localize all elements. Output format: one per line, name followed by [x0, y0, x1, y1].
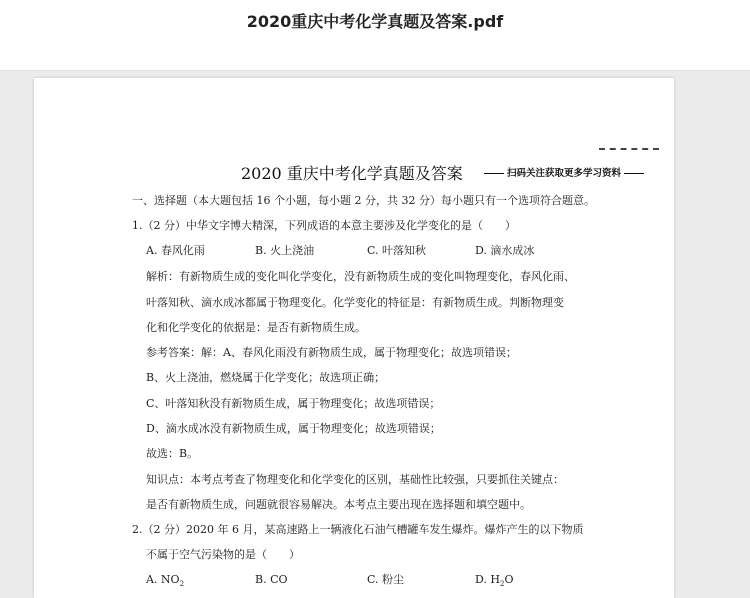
q1-knowledge-line: 是否有新物质生成，问题就很容易解决。本考点主要出现在选择题和填空题中。	[146, 498, 531, 511]
q1-analysis-line: 化和化学变化的依据是：是否有新物质生成。	[146, 321, 366, 334]
question-2-stem: 2.（2 分）2020 年 6 月，某高速路上一辆液化石油气槽罐车发生爆炸。爆炸产生的以下物质	[132, 523, 584, 536]
pdf-page	[34, 78, 674, 598]
q1-answer-line: B、火上浇油，燃烧属于化学变化；故选项正确；	[146, 371, 386, 384]
q2-option-d-suffix: O	[504, 573, 514, 586]
question-1-stem: 1.（2 分）中华文字博大精深，下列成语的本意主要涉及化学变化的是（ ）	[132, 219, 516, 232]
q2-option-a	[146, 573, 184, 591]
q1-knowledge-line: 知识点：本考点考查了物理变化和化学变化的区别，基础性比较强，只要抓住关键点：	[146, 473, 564, 486]
q2-option-c: C. 粉尘	[367, 573, 405, 586]
q2-option-a-text: A. NO	[146, 573, 180, 586]
q1-answer-line: 参考答案：解：A、春风化雨没有新物质生成，属于物理变化；故选项错误；	[146, 346, 517, 359]
q1-analysis-line: 叶落知秋、滴水成冰都属于物理变化。化学变化的特征是：有新物质生成。判断物理变	[146, 296, 564, 309]
q1-option-b: B. 火上浇油	[255, 244, 315, 257]
document-title: 2020重庆中考化学真题及答案.pdf	[246, 12, 504, 31]
banner-right-rule	[624, 173, 644, 174]
q2-option-d-text: D. H	[475, 573, 501, 586]
viewer-toolbar	[0, 0, 750, 71]
q1-answer-line: D、滴水成冰没有新物质生成，属于物理变化；故选项错误；	[146, 422, 441, 435]
q2-option-b: B. CO	[255, 573, 288, 586]
page-heading: 2020 重庆中考化学真题及答案	[241, 164, 463, 183]
q2-option-d-subscript: 2	[500, 580, 505, 589]
q1-option-c: C. 叶落知秋	[367, 244, 427, 257]
q1-analysis-line: 解析：有新物质生成的变化叫化学变化，没有新物质生成的变化叫物理变化，春风化雨、	[146, 270, 575, 283]
q2-option-a-subscript: 2	[179, 580, 185, 589]
q2-option-d	[475, 573, 514, 591]
question-2-stem-continued: 不属于空气污染物的是（ ）	[146, 548, 300, 561]
q1-option-d: D. 滴水成冰	[475, 244, 535, 257]
q1-option-a: A. 春风化雨	[146, 244, 205, 257]
banner-text: 扫码关注获取更多学习资料	[507, 168, 622, 179]
q1-answer-line: C、叶落知秋没有新物质生成，属于物理变化；故选项错误；	[146, 397, 441, 410]
banner-left-rule	[484, 173, 504, 174]
q1-answer-line: 故选：B。	[146, 447, 199, 460]
qr-banner	[481, 165, 647, 179]
section-heading: 一、选择题（本大题包括 16 个小题，每小题 2 分，共 32 分）每小题只有一个选项符合题意。	[132, 194, 595, 207]
header-decoration	[599, 148, 659, 154]
